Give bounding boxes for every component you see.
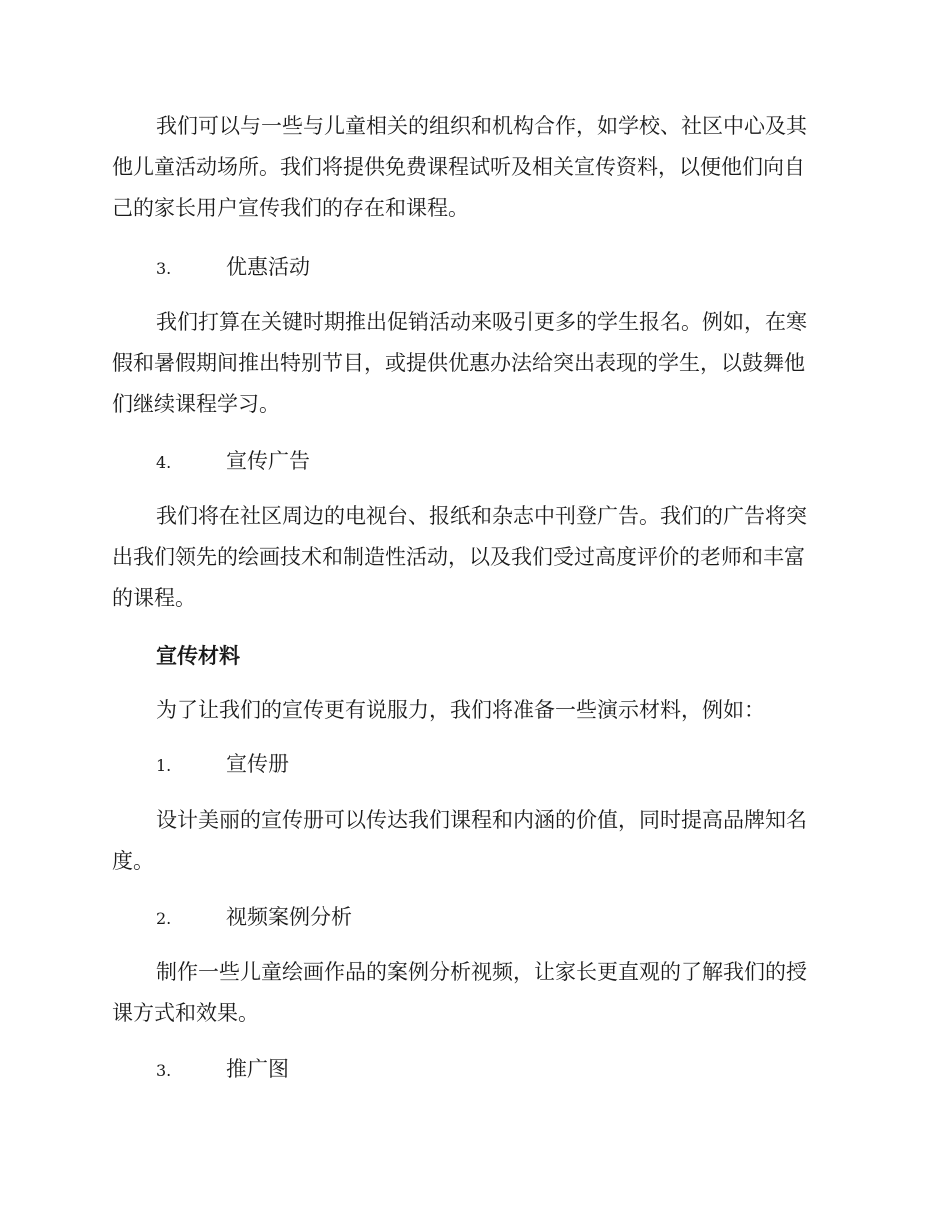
paragraph-line: 们继续课程学习。 (112, 392, 280, 416)
paragraph-line: 为了让我们的宣传更有说服力，我们将准备一些演示材料，例如： (156, 698, 765, 722)
paragraph-line: 的课程。 (112, 586, 196, 610)
paragraph-line: 课方式和效果。 (112, 1001, 259, 1025)
list-item-number: 1. (156, 756, 172, 775)
list-item-number: 3. (156, 1061, 172, 1080)
list-item-label: 优惠活动 (226, 255, 310, 279)
paragraph-line: 他儿童活动场所。我们将提供免费课程试听及相关宣传资料，以便他们向自 (112, 155, 805, 179)
list-item-brochure (156, 749, 289, 781)
list-item-poster (156, 1054, 289, 1086)
paragraph-line: 制作一些儿童绘画作品的案例分析视频，让家长更直观的了解我们的授 (156, 960, 807, 984)
paragraph-advertising (112, 496, 832, 619)
list-item-label: 视频案例分析 (226, 905, 352, 929)
list-item-video (156, 902, 352, 934)
list-item-number: 2. (156, 909, 172, 928)
list-item-label: 宣传册 (226, 752, 289, 776)
paragraph-materials-intro (112, 690, 832, 731)
list-item-label: 宣传广告 (226, 449, 310, 473)
list-item-advertising (156, 446, 310, 478)
paragraph-line: 假和暑假期间推出特别节目，或提供优惠办法给突出表现的学生，以鼓舞他 (112, 351, 805, 375)
paragraph-line: 我们可以与一些与儿童相关的组织和机构合作，如学校、社区中心及其 (156, 114, 807, 138)
paragraph-promotions (112, 302, 832, 425)
paragraph-brochure (112, 800, 832, 882)
paragraph-line: 我们将在社区周边的电视台、报纸和杂志中刊登广告。我们的广告将突 (156, 504, 807, 528)
section-heading: 宣传材料 (156, 644, 240, 668)
list-item-number: 4. (156, 453, 172, 472)
paragraph-video (112, 952, 832, 1034)
list-item-number: 3. (156, 259, 172, 278)
paragraph-partnerships (112, 106, 832, 229)
paragraph-line: 我们打算在关键时期推出促销活动来吸引更多的学生报名。例如，在寒 (156, 310, 807, 334)
list-item-label: 推广图 (226, 1057, 289, 1081)
paragraph-line: 己的家长用户宣传我们的存在和课程。 (112, 196, 469, 220)
paragraph-line: 设计美丽的宣传册可以传达我们课程和内涵的价值，同时提高品牌知名 (156, 808, 807, 832)
paragraph-line: 出我们领先的绘画技术和制造性活动，以及我们受过高度评价的老师和丰富 (112, 545, 805, 569)
list-item-promotions (156, 252, 310, 284)
paragraph-line: 度。 (112, 849, 154, 873)
